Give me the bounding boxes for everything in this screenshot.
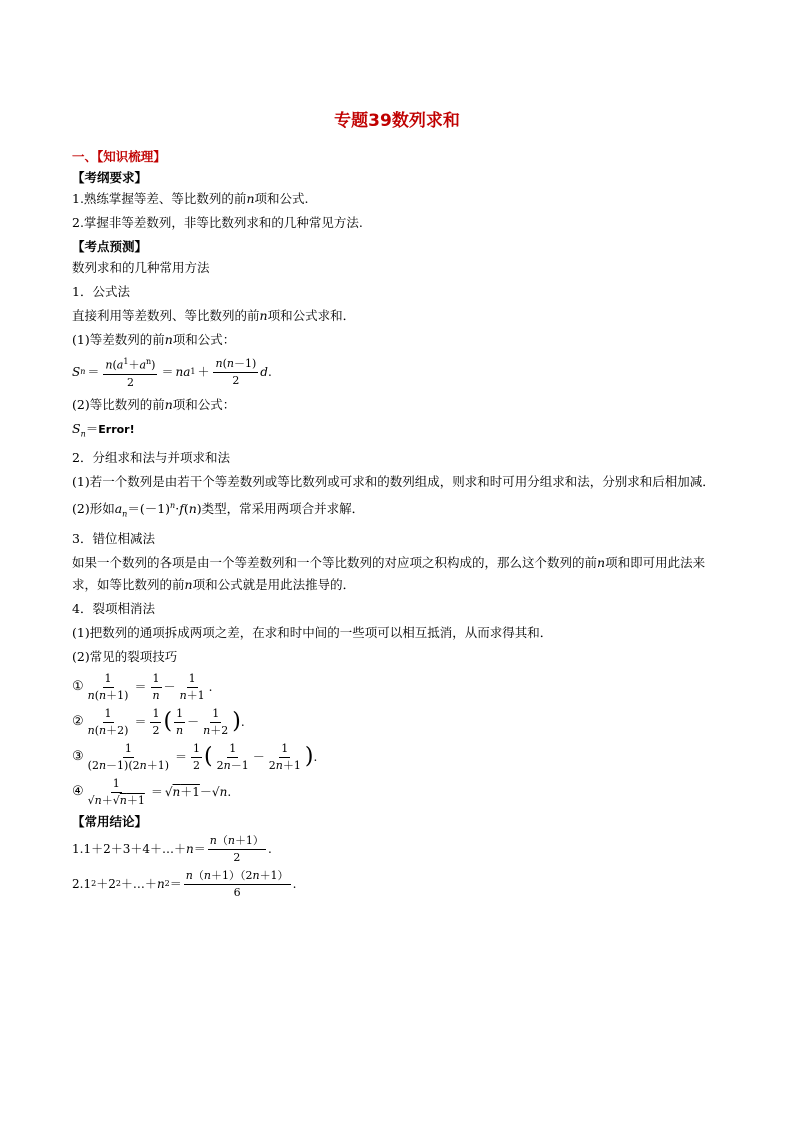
split-formula-1: ① $\frac{1}{n(n+1)}$ ＝ $\frac{1}{n}$ － $\frac{1}{n+1}$ . [72, 671, 213, 702]
method-1-text-a: 直接利用等差数列、等比数列的前 [72, 308, 260, 323]
methods-intro: 数列求和的几种常用方法 [72, 260, 210, 275]
arith-sum-label-b: 项和公式： [172, 332, 236, 347]
requirement-1-text-a: 1.熟练掌握等差、等比数列的前 [72, 191, 247, 206]
requirement-1-text-b: 项和公式. [254, 191, 309, 206]
method-4-title: 4．裂项相消法 [72, 600, 155, 616]
conclusion-2-tail: ＋…＋ [120, 877, 157, 892]
var-n: n [164, 396, 173, 412]
var-n: n [246, 191, 255, 206]
method-1-title: 1．公式法 [72, 284, 130, 299]
heading-common-conclusions: 【常用结论】 [72, 813, 148, 829]
var-n: n [164, 332, 173, 347]
method-2-text-2b: 类型，常采用两项合并求解． [201, 501, 365, 517]
method-4-text-2: (2)常见的裂项技巧 [72, 648, 178, 664]
geo-sum-label-a: (2)等比数列的前 [72, 396, 165, 412]
conclusion-2-mid: ＋2 [96, 877, 116, 892]
section-heading-knowledge: 一、【知识梳理】 [72, 149, 166, 164]
page-title: 专题39数列求和 [334, 111, 460, 131]
geo-sum-formula: $S_n=Error$! [72, 420, 135, 439]
arith-sum-label [72, 329, 722, 351]
requirement-1 [72, 188, 722, 210]
requirement-2: 2.掌握非等差数列，非等比数列求和的几种常见方法. [72, 215, 363, 230]
method-3-text: 如果一个数列的各项是由一个等差数列和一个等比数列的对应项之积构成的，那么这个数列的前n项和即可用此法来求，如等比数列的前n项和公式就是用此法推导的． [72, 554, 706, 592]
method-1-text-b: 项和公式求和． [267, 308, 356, 323]
split-formula-4: ④ $\frac{1}{√n+√n+1}$ ＝ √ n＋1 －√ n . [72, 776, 232, 807]
arith-sum-formula: S n ＝ $\frac{n(a^1+a^n)}{2}$ ＝ na 1 ＋ $\frac{n(n-1)}{2}$ d . [72, 356, 272, 389]
split-formula-2: ② $\frac{1}{n(n+2)}$ ＝ $\frac{1}{2}$ ( $\frac{1}{n}$ － $\frac{1}{n+2}$ ) . [72, 706, 245, 737]
method-2-text-2a: (2)形如 [72, 501, 115, 517]
geo-sum-label-b: 项和公式： [172, 396, 236, 412]
geo-sum-label [72, 394, 722, 416]
conclusion-2-prefix: 2.1 [72, 877, 92, 892]
method-2-text-1: (1)若一个数列是由若干个等差数列或等比数列或可求和的数列组成，则求和时可用分组求和法，分别求和后相加减． [72, 474, 715, 490]
method-4-text-1: (1)把数列的通项拆成两项之差，在求和时中间的一些项可以相互抵消，从而求得其和． [72, 624, 553, 640]
error-text: Error! [98, 422, 135, 436]
method-3-title: 3．错位相减法 [72, 530, 155, 546]
method-3-text-c: 项和公式就是用此法推导的． [192, 576, 356, 592]
method-3-text-b: 项和即可用此法来求，如等比数列的前 [72, 554, 706, 592]
conclusion-1: 1.1＋2＋3＋4＋…＋ n ＝ $\frac{n(n+1)}{2}$ . [72, 833, 272, 864]
method-1-text [72, 305, 722, 327]
heading-exam-requirements: 【考纲要求】 [72, 170, 148, 185]
conclusion-2: 2.1 2 ＋2 2 ＋…＋ n 2 ＝ $\frac{n(n+1)(2n+1)}{6}$ . [72, 868, 297, 899]
arith-sum-label-a: (1)等差数列的前 [72, 332, 165, 347]
heading-key-points: 【考点预测】 [72, 239, 148, 254]
method-2-title: 2．分组求和法与并项求和法 [72, 450, 230, 466]
method-2-text-2: (2)形如$a_n=(-1)^n\cdot f(n)$类型，常采用两项合并求解． [72, 501, 365, 519]
conclusion-1-prefix: 1.1＋2＋3＋4＋…＋ [72, 842, 186, 857]
document-page [72, 100, 722, 904]
var-n: n [259, 308, 268, 323]
method-3-text-a: 如果一个数列的各项是由一个等差数列和一个等比数列的对应项之积构成的，那么这个数列的前 [72, 554, 598, 570]
split-formula-3: ③ $\frac{1}{(2n-1)(2n+1)}$ ＝ $\frac{1}{2}$ ( $\frac{1}{2n-1}$ － $\frac{1}{2n+1}$ ) . [72, 741, 318, 772]
